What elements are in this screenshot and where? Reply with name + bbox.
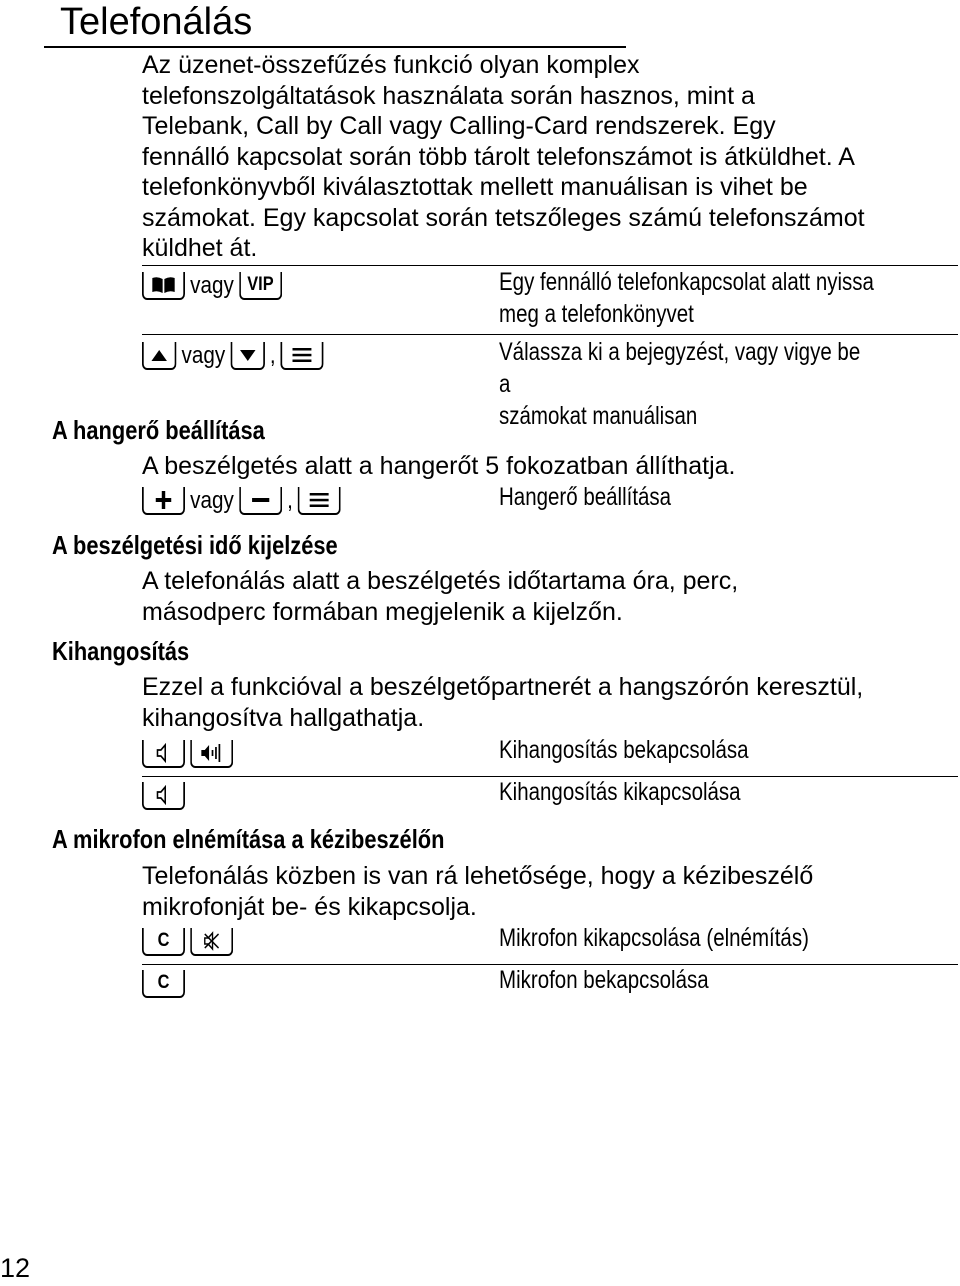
minus-icon [251,490,270,510]
page-title: Telefonálás [60,1,253,43]
section-heading-volume: A hangerő beállítása [52,415,265,445]
book-icon [151,276,177,294]
handsfree-off-row [142,776,958,816]
c-key[interactable]: C [142,928,185,956]
speaker-key[interactable] [142,782,185,810]
mute-off-row [142,964,958,1004]
c-key[interactable]: C [142,970,185,998]
mute-key[interactable] [190,928,233,956]
or-label: vagy [190,272,234,299]
mute-on-row [142,922,958,962]
speaker-key[interactable] [142,740,185,768]
menu-key[interactable] [281,342,324,370]
arrow-down-icon [238,348,257,362]
divider [142,334,958,335]
minus-key[interactable] [239,487,282,515]
section-heading-mute: A mikrofon elnémítása a kézibeszélőn [52,824,445,854]
action-description: Egy fennálló telefonkapcsolat alatt nyissa meg a telefonkönyvet [499,268,874,328]
menu-icon [308,492,330,508]
volume-text: A beszélgetés alatt a hangerőt 5 fokozatban állíthatja. [142,452,736,480]
action-description: Mikrofon bekapcsolása [499,966,709,994]
section-heading-duration: A beszélgetési idő kijelzése [52,530,338,560]
comma: , [287,487,293,514]
title-underline [44,46,626,48]
or-label: vagy [190,487,234,514]
action-description: Válassza ki a bejegyzést, vagy vigye be a számokat manuálisan [499,338,861,430]
volume-row [142,481,958,521]
plus-key[interactable] [142,487,185,515]
comma: , [269,342,276,369]
action-description: Hangerő beállítása [499,483,672,511]
phonebook-key[interactable] [142,272,185,300]
down-key[interactable] [230,342,264,370]
speaker-icon [155,743,172,763]
arrow-up-icon [150,348,169,362]
action-description: Mikrofon kikapcsolása (elnémítás) [499,924,809,952]
page-number: 12 [0,1253,31,1283]
up-key[interactable] [142,342,176,370]
phonebook-select-row [142,336,958,430]
mute-icon [202,931,221,951]
menu-key[interactable] [298,487,341,515]
action-description: Kihangosítás kikapcsolása [499,778,741,806]
menu-icon [291,347,313,363]
plus-icon [155,490,172,510]
duration-text: A telefonálás alatt a beszélgetés időtartama óra, perc, másodperc formában megjelenik a kijelzőn. [142,567,739,626]
speaker-volume-key[interactable] [190,740,233,768]
section-heading-handsfree: Kihangosítás [52,636,190,666]
vip-key[interactable]: VIP [239,272,282,300]
handsfree-on-row [142,734,958,774]
action-description: Kihangosítás bekapcsolása [499,736,749,764]
speaker-icon [155,785,172,805]
phonebook-open-row [142,266,958,328]
speaker-volume-icon [200,743,224,763]
handsfree-text: Ezzel a funkcióval a beszélgetőpartnerét a hangszórón keresztül, kihangosítva hallgathatja. [142,673,864,732]
or-label: vagy [181,342,226,369]
intro-paragraph: Az üzenet-összefűzés funkció olyan komplex telefonszolgáltatások használata során hasznos, mint a Telebank, Call by Call vagy Calling-Card rendszerek. Egy fennálló kapcsolat során több tárolt telefonszámot is átküldhet. A telefonkönyvből kiválasztottak mellett manuálisan is vihet be számokat. Egy kapcsolat során tetszőleges számú telefonszámot küldhet át. [142,51,865,262]
mute-text: Telefonálás közben is van rá lehetősége, hogy a kézibeszélő mikrofonját be- és kikapcsolja. [142,862,814,921]
